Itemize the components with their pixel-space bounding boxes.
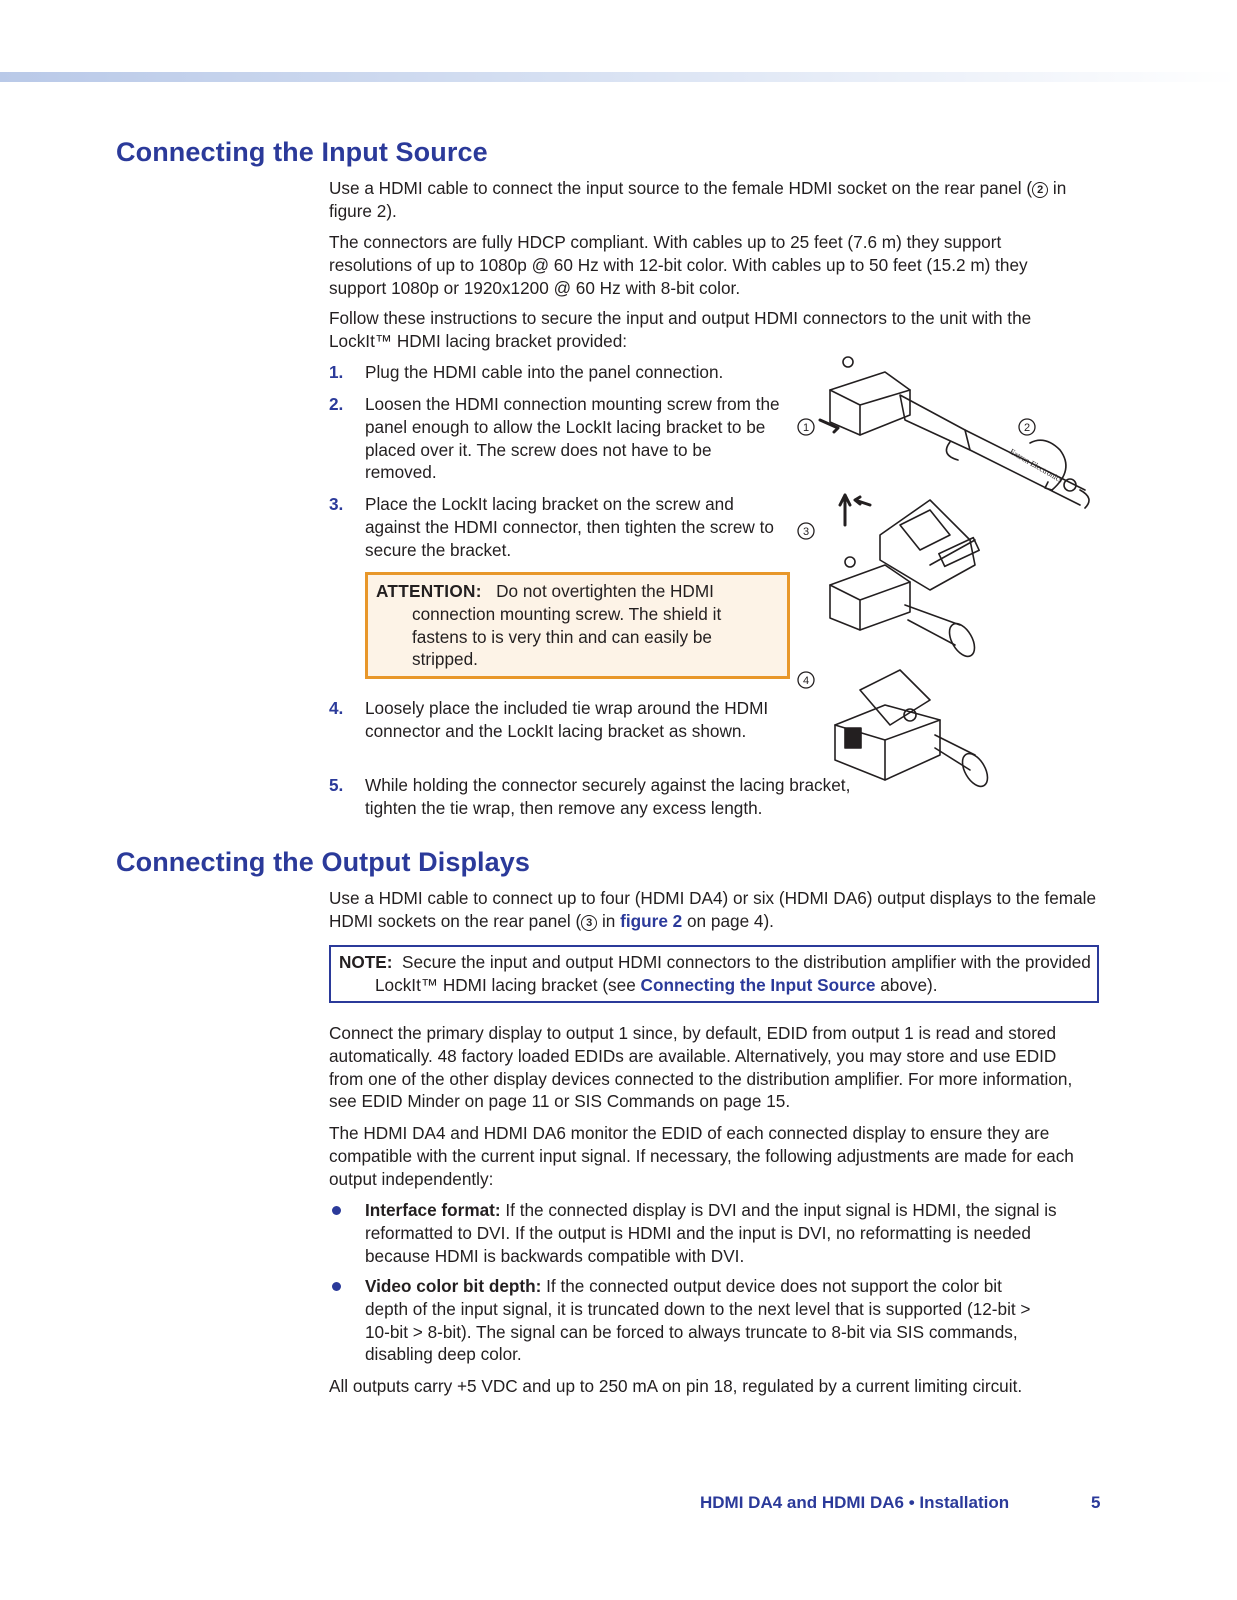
paragraph [329, 887, 1099, 933]
paragraph: Follow these instructions to secure the input and output HDMI connectors to the unit with the LockIt™ HDMI lacing bracket provided: [329, 308, 1032, 351]
callout-number: 2 [1032, 182, 1048, 198]
note-text: Secure the input and output HDMI connectors to the distribution amplifier with the provided LockIt™ HDMI lacing bracket (see [375, 952, 1091, 995]
attention-box [365, 572, 790, 679]
header-bar [0, 72, 1237, 82]
section-heading-input-source: Connecting the Input Source [116, 137, 488, 167]
bullet-text: If the connected display is DVI and the input signal is HDMI, the signal is reformatted to DVI. If the output is HDMI and the input is DVI, no reformatting is needed because HDMI is backwards compatible with DVI. [365, 1200, 1057, 1266]
callout-4-label: 4 [802, 675, 810, 687]
paragraph: Connect the primary display to output 1 since, by default, EDID from output 1 is read and stored automatically. 48 factory loaded EDIDs are available. Alternatively, you may store and use EDID from one of the other display devices connected to the distribution amplifier. For more information, see EDID Minder on page 11 or SIS Commands on page 15. [329, 1023, 1073, 1112]
step-text: Loosen the HDMI connection mounting screw from the panel enough to allow the LockIt lacing bracket to be placed over it. The screw does not have to be removed. [365, 394, 780, 483]
step-number: 4. [329, 698, 344, 718]
figure-2-link[interactable]: figure 2 [620, 910, 683, 931]
bullet-label: Video color bit depth: [365, 1276, 542, 1296]
note-text: above). [875, 974, 938, 995]
list-item [329, 493, 784, 561]
step-text: Plug the HDMI cable into the panel connection. [365, 362, 724, 382]
bullet-icon [332, 1206, 341, 1215]
paragraph [329, 177, 1089, 223]
bullet-label: Interface format: [365, 1200, 501, 1220]
footer-title: HDMI DA4 and HDMI DA6 • Installation [700, 1493, 1010, 1512]
step-number: 2. [329, 394, 344, 414]
paragraph: All outputs carry +5 VDC and up to 250 mA on pin 18, regulated by a current limiting circuit. [329, 1376, 1023, 1396]
callout-3-label: 3 [802, 526, 810, 538]
section-heading-output-displays: Connecting the Output Displays [116, 847, 531, 877]
text: in figure 2). [329, 178, 1067, 221]
lockit-bracket-icon [880, 500, 975, 590]
callout-1-label: 1 [802, 422, 810, 434]
list-item [329, 697, 784, 743]
attention-text: Do not overtighten the HDMI connection mounting screw. The shield it fastens to is very thin and can easily be stripped. [412, 581, 722, 670]
callout-number: 3 [581, 915, 597, 931]
lockit-bracket-illustration [790, 350, 1110, 800]
step-number: 5. [329, 775, 344, 795]
note-label: NOTE: [339, 952, 393, 972]
page-number: 5 [1091, 1493, 1101, 1512]
note-box [329, 945, 1099, 1003]
list-item [329, 774, 869, 820]
paragraph: The connectors are fully HDCP compliant. With cables up to 25 feet (7.6 m) they support resolutions of up to 1080p @ 60 Hz with 12-bit color. With cables up to 50 feet (15.2 m) they support 1080p or 1920x1200 @ 60 Hz with 8-bit color. [329, 232, 1028, 298]
step-text: While holding the connector securely against the lacing bracket, tighten the tie wrap, then remove any excess length. [365, 775, 851, 818]
text: Use a HDMI cable to connect the input source to the female HDMI socket on the rear panel ( [329, 178, 1033, 198]
step-number: 3. [329, 494, 344, 514]
text: on page 4). [682, 910, 774, 931]
list-item [329, 393, 784, 484]
text: in [597, 910, 621, 931]
brand-text: Extron Electronics [1008, 446, 1065, 485]
bullet-text: If the connected output device does not support the color bit depth of the input signal, it is truncated down to the next level that is supported (12-bit > 10-bit > 8-bit). The signal can be forced to always truncate to 8-bit via SIS commands, disabling deep color. [365, 1276, 1031, 1365]
text: Use a HDMI cable to connect up to four (HDMI DA4) or six (HDMI DA6) output displays to the female HDMI sockets on the rear panel ( [329, 888, 1097, 931]
list-item [329, 1275, 1049, 1366]
connecting-input-source-link[interactable]: Connecting the Input Source [640, 974, 876, 995]
hdmi-connector-icon [830, 372, 910, 435]
attention-label: ATTENTION: [376, 581, 482, 601]
step-text: Place the LockIt lacing bracket on the screw and against the HDMI connector, then tighten the screw to secure the bracket. [365, 494, 774, 560]
paragraph: The HDMI DA4 and HDMI DA6 monitor the EDID of each connected display to ensure they are compatible with the current input signal. If necessary, the following adjustments are made for each output independently: [329, 1123, 1074, 1189]
step-text: Loosely place the included tie wrap around the HDMI connector and the LockIt lacing bracket as shown. [365, 698, 769, 741]
screw-icon [843, 357, 853, 367]
list-item [329, 1199, 1099, 1267]
callout-2-label: 2 [1023, 422, 1031, 434]
bullet-icon [332, 1282, 341, 1291]
step-number: 1. [329, 362, 344, 382]
list-item [329, 361, 759, 384]
